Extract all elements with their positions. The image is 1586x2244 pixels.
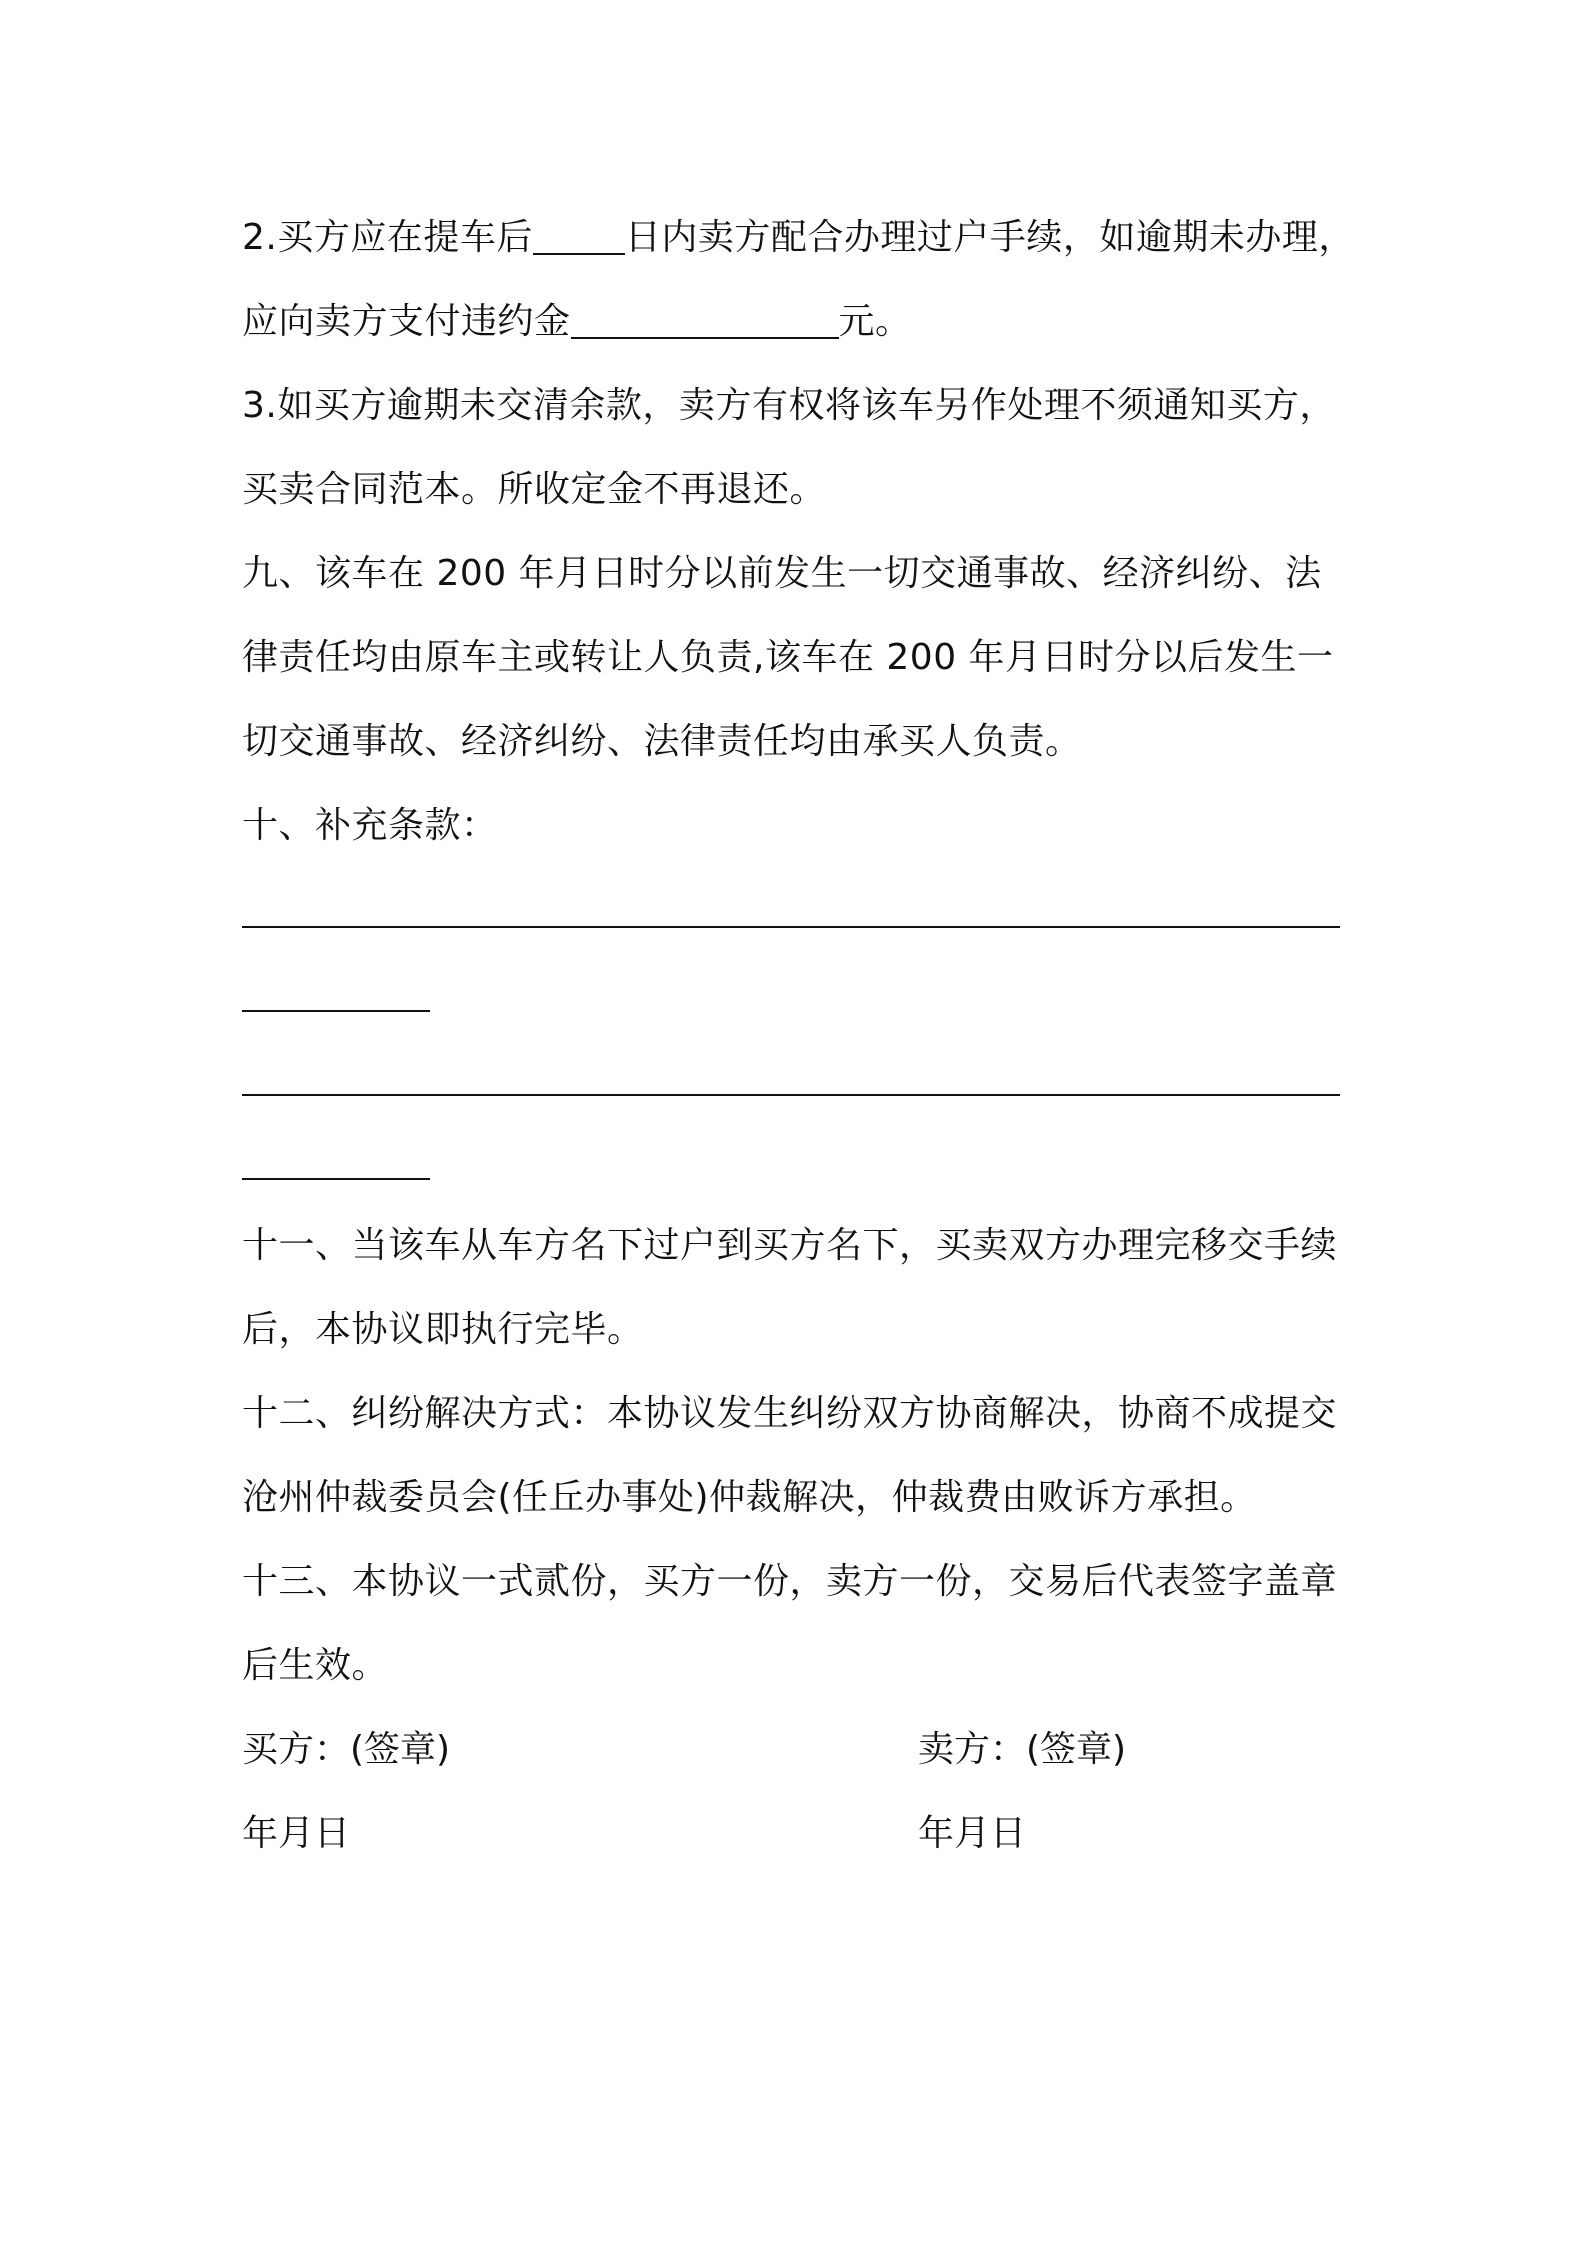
seller-date: 年月日 xyxy=(918,1813,1027,1854)
supplementary-blank-row-2 xyxy=(242,952,1362,1036)
penalty-amount-blank xyxy=(571,303,839,339)
clause-9-line-3: 切交通事故、经济纠纷、法律责任均由承买人负责。 xyxy=(242,721,1082,762)
clause-9-line-1: 九、该车在 200 年月日时分以前发生一切交通事故、经济纠纷、法 xyxy=(242,553,1322,594)
signature-row xyxy=(242,1708,1362,1792)
clause-11-line-2: 后，本协议即执行完毕。 xyxy=(242,1309,644,1350)
contract-body xyxy=(242,196,1362,1876)
clause-11-line-1: 十一、当该车从车方名下过户到买方名下，买卖双方办理完移交手续 xyxy=(242,1225,1338,1266)
clause-12-line-2: 沧州仲裁委员会(任丘办事处)仲裁解决，仲裁费由败诉方承担。 xyxy=(242,1477,1257,1518)
days-blank xyxy=(533,219,625,255)
date-row xyxy=(242,1792,1362,1876)
buyer-date: 年月日 xyxy=(242,1813,351,1854)
clause-8-2-text-b: 日内卖方配合办理过户手续，如逾期未办理， xyxy=(624,217,1355,258)
clause-10-title: 十、补充条款： xyxy=(242,805,498,846)
clause-13-line-2: 后生效。 xyxy=(242,1645,389,1686)
supplementary-blank-line-2 xyxy=(242,1010,430,1012)
clause-8-3-line-1: 3.如买方逾期未交清余款，卖方有权将该车另作处理不须通知买方， xyxy=(242,385,1336,426)
supplementary-blank-row-4 xyxy=(242,1120,1362,1204)
clause-8-2-text-d: 元。 xyxy=(838,301,912,342)
clause-8-2-line-2 xyxy=(242,280,1362,364)
seller-signature-label: 卖方：(签章) xyxy=(918,1729,1127,1770)
clause-9-line-2: 律责任均由原车主或转让人负责,该车在 200 年月日时分以后发生一 xyxy=(242,637,1334,678)
supplementary-blank-row-3 xyxy=(242,1036,1362,1120)
clause-8-2-text-a: 2.买方应在提车后 xyxy=(242,217,533,258)
clause-8-3-line-2: 买卖合同范本。所收定金不再退还。 xyxy=(242,469,827,510)
supplementary-blank-line-3 xyxy=(242,1094,1340,1096)
supplementary-blank-line-4 xyxy=(242,1178,430,1180)
clause-13-line-1: 十三、本协议一式贰份，买方一份，卖方一份，交易后代表签字盖章 xyxy=(242,1561,1338,1602)
clause-12-line-1: 十二、纠纷解决方式：本协议发生纠纷双方协商解决，协商不成提交 xyxy=(242,1393,1338,1434)
clause-8-2-line-1 xyxy=(242,196,1362,280)
buyer-signature-label: 买方：(签章) xyxy=(242,1729,451,1770)
supplementary-blank-line-1 xyxy=(242,926,1340,928)
supplementary-blank-row-1 xyxy=(242,868,1362,952)
clause-8-2-text-c: 应向卖方支付违约金 xyxy=(242,301,571,342)
